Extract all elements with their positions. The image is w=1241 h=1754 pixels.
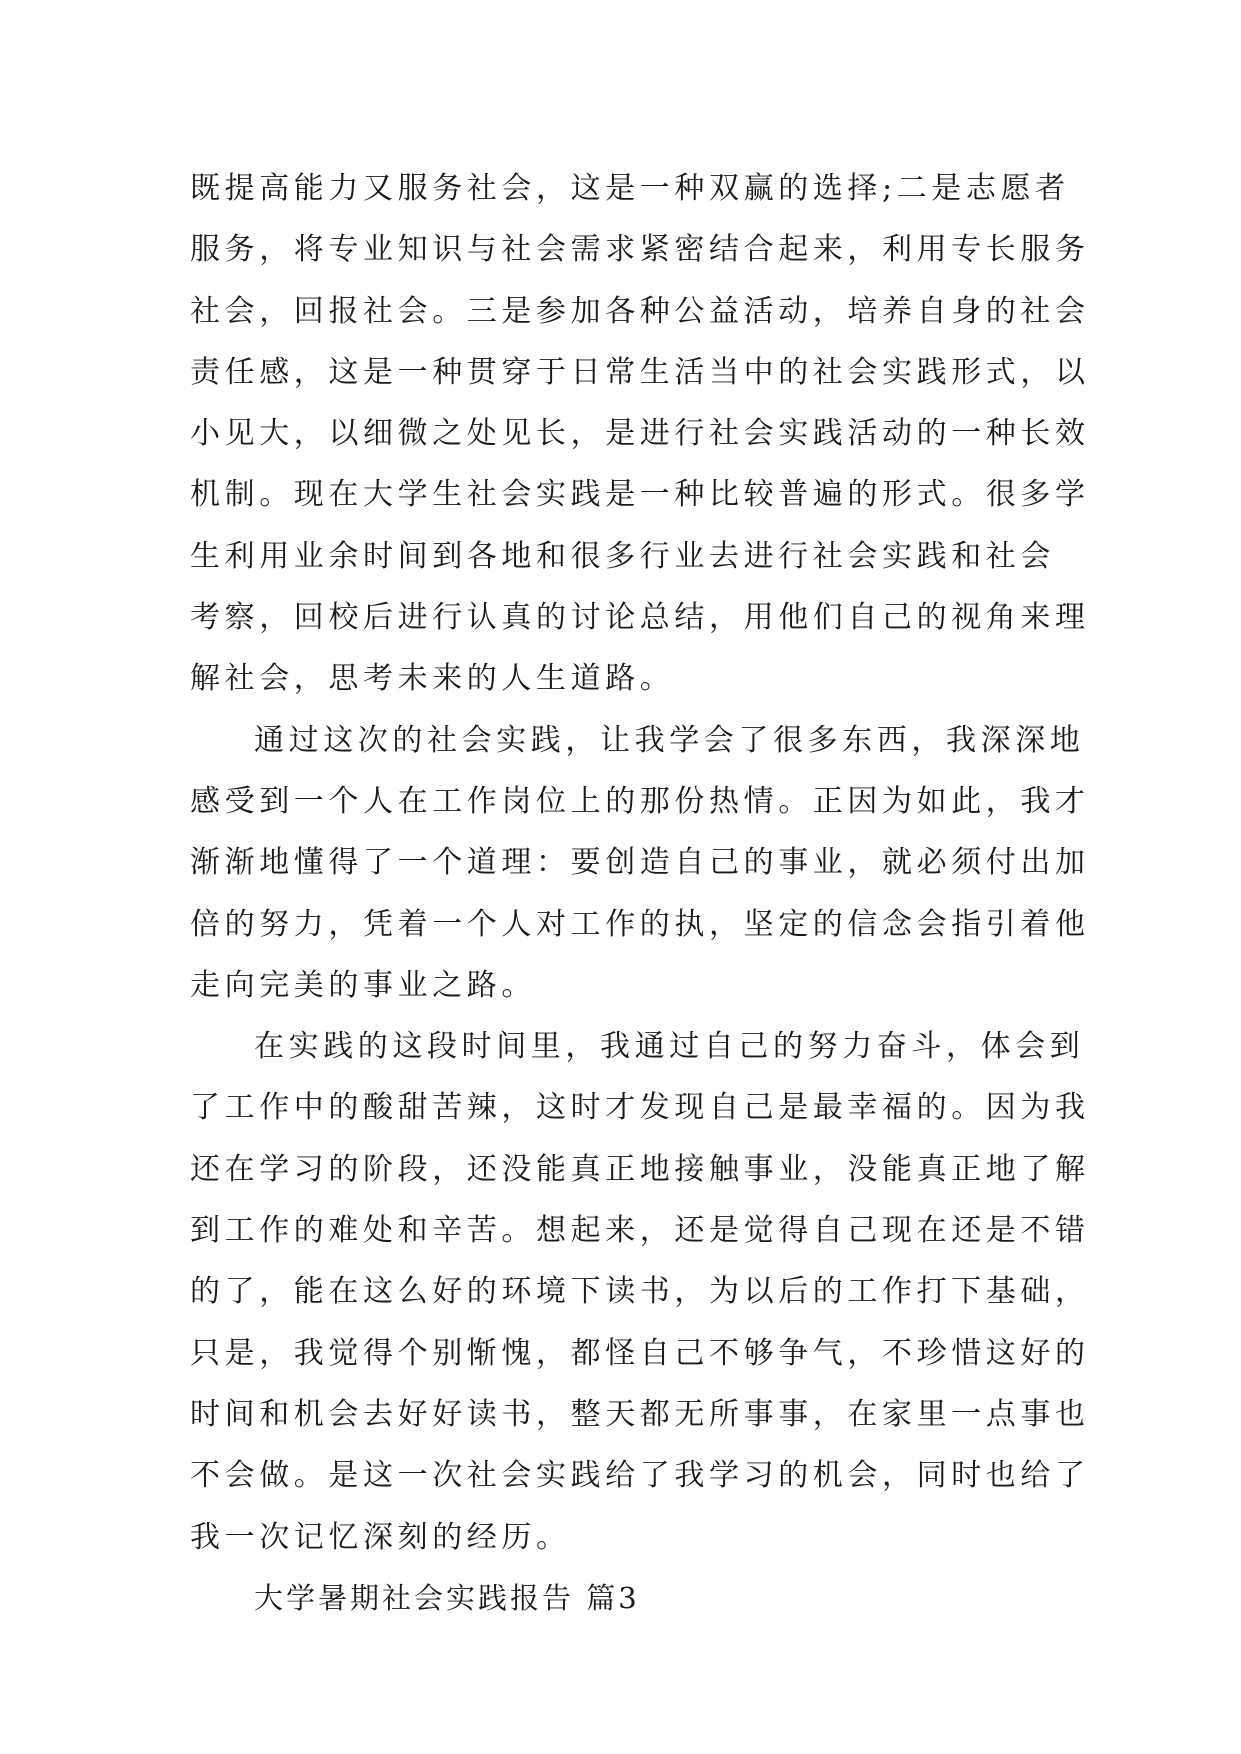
text-line: 社会，回报社会。三是参加各种公益活动，培养自身的社会: [190, 293, 1090, 329]
text-line: 生利用业余时间到各地和很多行业去进行社会实践和社会: [190, 538, 1055, 574]
paragraph-3: [190, 1016, 1090, 1568]
text-line: 了工作中的酸甜苦辣，这时才发现自己是最幸福的。因为我: [190, 1090, 1090, 1126]
paragraph-1: [190, 158, 1090, 710]
paragraph-2: [190, 710, 1090, 1016]
text-line: 考察，回校后进行认真的讨论总结，用他们自己的视角来理: [190, 600, 1090, 636]
text-line: 小见大，以细微之处见长，是进行社会实践活动的一种长效: [190, 416, 1090, 452]
text-line: 倍的努力，凭着一个人对工作的执，坚定的信念会指引着他: [190, 906, 1090, 942]
text-line: 感受到一个人在工作岗位上的那份热情。正因为如此，我才: [190, 783, 1090, 819]
text-line: 到工作的难处和辛苦。想起来，还是觉得自己现在还是不错: [190, 1213, 1090, 1249]
document-body: [190, 158, 1090, 1629]
text-line: 我一次记忆深刻的经历。: [190, 1519, 571, 1555]
text-line: 既提高能力又服务社会，这是一种双赢的选择;二是志愿者: [190, 171, 1070, 206]
text-line: 渐渐地懂得了一个道理：要创造自己的事业，就必须付出加: [190, 845, 1090, 881]
text-line: 解社会，思考未来的人生道路。: [190, 661, 675, 697]
text-line: 通过这次的社会实践，让我学会了很多东西，我深深地: [254, 722, 1085, 758]
text-line: 只是，我觉得个别惭愧，都怪自己不够争气，不珍惜这好的: [190, 1335, 1090, 1371]
text-line: 时间和机会去好好读书，整天都无所事事，在家里一点事也: [190, 1396, 1090, 1432]
section-heading: 大学暑期社会实践报告 篇3: [254, 1580, 640, 1615]
text-line: 服务，将专业知识与社会需求紧密结合起来，利用专长服务: [190, 232, 1090, 268]
text-line: 在实践的这段时间里，我通过自己的努力奋斗，体会到: [254, 1029, 1085, 1065]
text-line: 还在学习的阶段，还没能真正地接触事业，没能真正地了解: [190, 1151, 1090, 1187]
text-line: 机制。现在大学生社会实践是一种比较普遍的形式。很多学: [190, 477, 1090, 513]
text-line: 不会做。是这一次社会实践给了我学习的机会，同时也给了: [190, 1458, 1090, 1494]
text-line: 责任感，这是一种贯穿于日常生活当中的社会实践形式，以: [190, 354, 1090, 390]
text-line: 走向完美的事业之路。: [190, 967, 536, 1003]
text-line: 的了，能在这么好的环境下读书，为以后的工作打下基础，: [190, 1274, 1090, 1310]
